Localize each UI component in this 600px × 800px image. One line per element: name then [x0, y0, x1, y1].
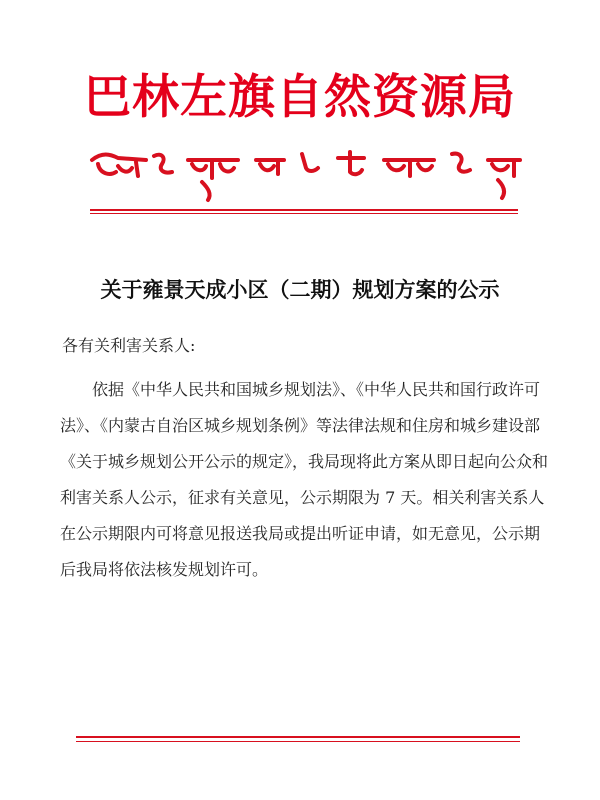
mongolian-script-emblem	[88, 142, 528, 204]
salutation: 各有关利害关系人:	[62, 336, 196, 355]
notice-title: 关于雍景天成小区（二期）规划方案的公示	[100, 277, 500, 302]
header-divider	[90, 209, 518, 217]
notice-body: 依据《中华人民共和国城乡规划法》、《中华人民共和国行政许可法》、《内蒙古自治区城乡规划条例》等法律法规和住房和城乡建设部《关于城乡规划公开公示的规定》，我局现将此方案从即日起向公众和利害关系人公示，征求有关意见，公示期限为 7 天。相关利害关系人在公示期限内可将意见报送我局或提出听证申请，如无意见，公示期后我局将依法核发规划许可。	[60, 380, 549, 579]
agency-name-heading: 巴林左旗自然资源局	[84, 70, 516, 125]
footer-divider	[76, 736, 520, 744]
